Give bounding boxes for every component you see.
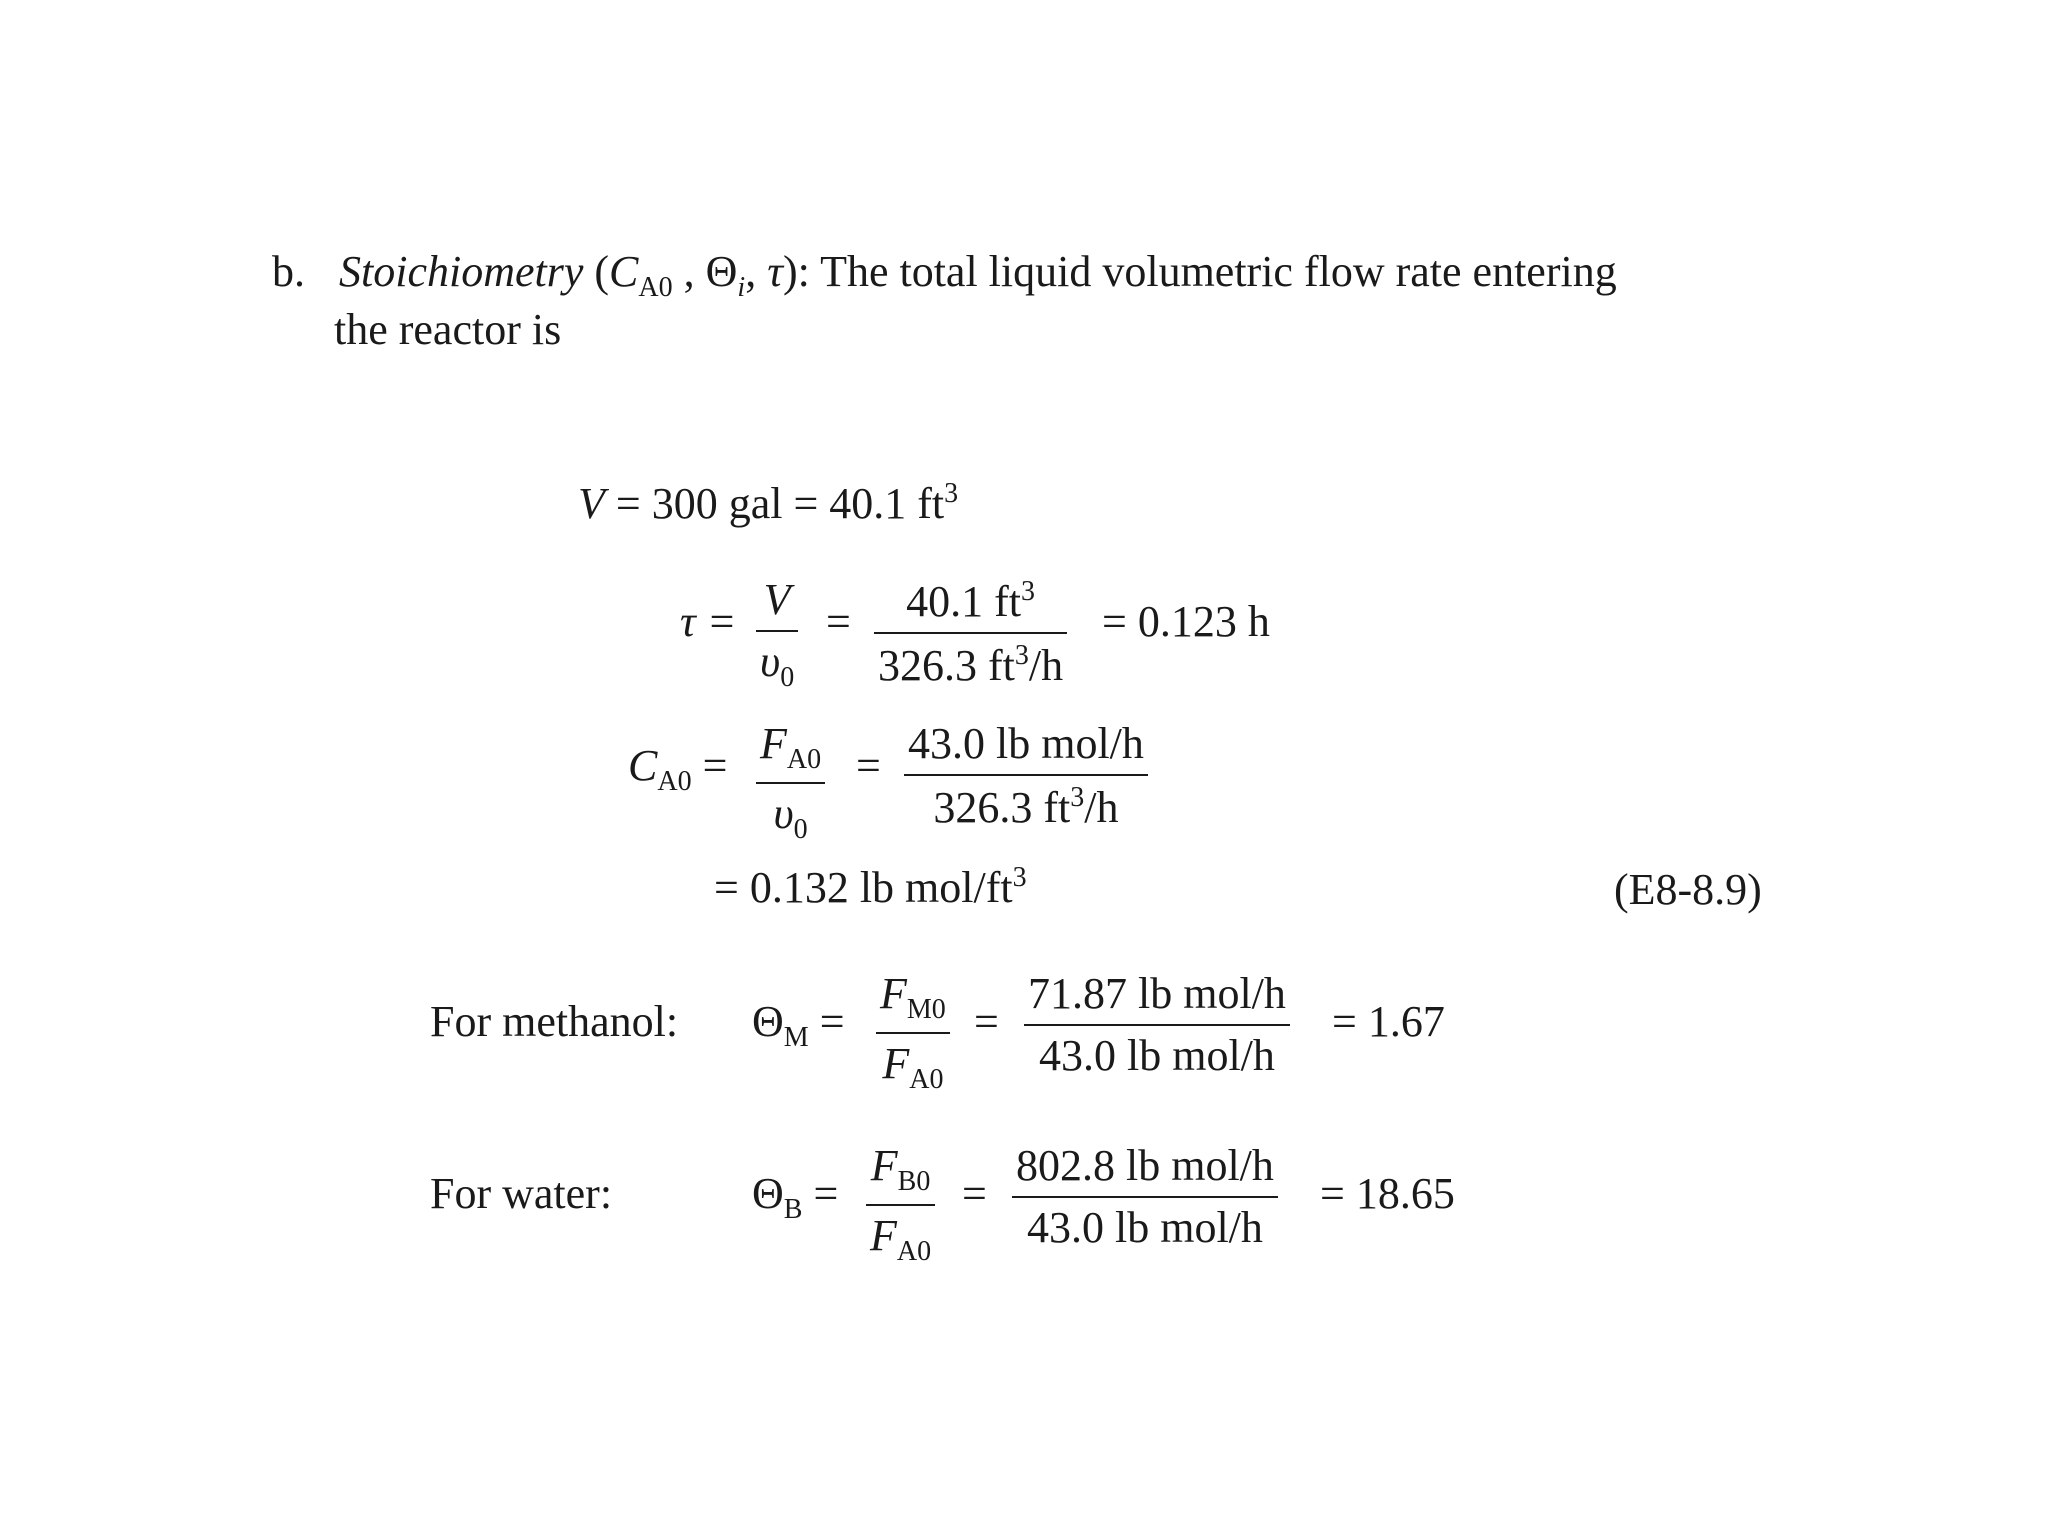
volume-exponent: 3 bbox=[944, 478, 959, 509]
ca0-lhs-eq: = bbox=[702, 741, 728, 790]
water-eq-sign: = bbox=[962, 1169, 987, 1218]
section-heading: Stoichiometry bbox=[339, 247, 584, 296]
water-lhs-eq: = bbox=[813, 1169, 839, 1218]
ca0-lhs-symbol: C bbox=[628, 741, 658, 790]
theta-symbol: Θ bbox=[705, 247, 738, 296]
ca0-result-value: = 0.132 lb mol/ft bbox=[714, 863, 1013, 912]
params-open: ( bbox=[594, 247, 610, 296]
tau-fraction-2 bbox=[874, 578, 1067, 688]
tau-lhs: τ = bbox=[680, 597, 737, 646]
water-fraction-1 bbox=[866, 1141, 935, 1267]
header-continuation: the reactor is bbox=[334, 305, 562, 354]
item-marker: b. bbox=[272, 247, 305, 296]
tau-frac1-den-symbol: υ bbox=[760, 637, 781, 686]
tau-frac2-denominator: 326.3 ft bbox=[878, 641, 1015, 690]
ca0-frac1-den-symbol: υ bbox=[773, 789, 794, 838]
tau-symbol: τ bbox=[767, 247, 783, 296]
methanol-frac1-den-subscript: A0 bbox=[909, 1064, 944, 1095]
ca0-result-exponent: 3 bbox=[1012, 862, 1027, 893]
ca0-frac2-den-unit: /h bbox=[1084, 783, 1119, 832]
methanol-frac1-num-symbol: F bbox=[880, 969, 907, 1018]
ca0-frac2-den-exponent: 3 bbox=[1070, 782, 1085, 813]
ca0-lhs bbox=[628, 741, 728, 797]
volume-equation bbox=[578, 480, 958, 526]
ca0-lhs-subscript: A0 bbox=[657, 766, 692, 797]
c-subscript: A0 bbox=[638, 272, 673, 303]
methanol-theta-subscript: M bbox=[783, 1022, 809, 1053]
ca0-eq-sign: = bbox=[856, 741, 881, 790]
methanol-theta: Θ bbox=[752, 997, 784, 1046]
water-frac1-den-symbol: F bbox=[870, 1211, 897, 1260]
ca0-result bbox=[714, 864, 1027, 910]
methanol-fraction-2 bbox=[1024, 969, 1290, 1080]
volume-symbol: V bbox=[578, 479, 605, 528]
methanol-frac1-den-symbol: F bbox=[882, 1039, 910, 1088]
tau-result: = 0.123 h bbox=[1102, 597, 1270, 646]
methanol-fraction-1 bbox=[876, 969, 950, 1095]
water-frac1-num-symbol: F bbox=[870, 1141, 898, 1190]
tau-fraction-1 bbox=[756, 575, 798, 693]
volume-values: = 300 gal = 40.1 ft bbox=[615, 479, 945, 528]
water-label: For water: bbox=[430, 1169, 613, 1218]
params-close: ): bbox=[782, 247, 810, 296]
methanol-lhs bbox=[752, 997, 845, 1053]
header-lead-text: The total liquid volumetric flow rate entering bbox=[820, 247, 1617, 296]
ca0-frac1-num-subscript: A0 bbox=[786, 744, 822, 775]
tau-frac2-den-exponent: 3 bbox=[1014, 640, 1029, 671]
methanol-eq-sign: = bbox=[974, 997, 999, 1046]
ca0-frac1-num-symbol: F bbox=[760, 719, 787, 768]
methanol-frac2-numerator: 71.87 lb mol/h bbox=[1028, 969, 1286, 1018]
ca0-fraction-2 bbox=[904, 719, 1148, 832]
methanol-frac2-denominator: 43.0 lb mol/h bbox=[1039, 1031, 1275, 1080]
water-fraction-2 bbox=[1012, 1141, 1278, 1252]
water-frac1-den-subscript: A0 bbox=[896, 1236, 932, 1267]
ca0-frac2-numerator: 43.0 lb mol/h bbox=[908, 719, 1144, 768]
comma-2: , bbox=[745, 247, 757, 296]
theta-subscript: i bbox=[737, 272, 746, 303]
ca0-frac2-denominator: 326.3 ft bbox=[933, 783, 1071, 832]
water-result: = 18.65 bbox=[1320, 1169, 1455, 1218]
ca0-fraction-1 bbox=[756, 719, 825, 845]
tau-frac2-numerator: 40.1 ft bbox=[906, 577, 1021, 626]
water-theta-subscript: B bbox=[783, 1194, 803, 1225]
water-frac2-numerator: 802.8 lb mol/h bbox=[1016, 1141, 1274, 1190]
equation-number: (E8-8.9) bbox=[1614, 865, 1762, 914]
ca0-frac1-den-subscript: 0 bbox=[793, 814, 808, 845]
tau-frac1-numerator: V bbox=[763, 575, 791, 624]
tau-frac2-den-unit: /h bbox=[1028, 641, 1064, 690]
tau-eq-sign: = bbox=[826, 597, 851, 646]
methanol-frac1-num-subscript: M0 bbox=[906, 994, 946, 1025]
water-frac2-denominator: 43.0 lb mol/h bbox=[1027, 1203, 1263, 1252]
methanol-label: For methanol: bbox=[430, 997, 679, 1046]
section-header bbox=[272, 247, 1617, 303]
comma-1: , bbox=[683, 247, 695, 296]
water-theta: Θ bbox=[752, 1169, 784, 1218]
methanol-lhs-eq: = bbox=[819, 997, 845, 1046]
c-symbol: C bbox=[609, 247, 639, 296]
tau-frac2-num-exponent: 3 bbox=[1021, 576, 1035, 607]
tau-frac1-den-subscript: 0 bbox=[780, 662, 795, 693]
methanol-result: = 1.67 bbox=[1332, 997, 1445, 1046]
water-frac1-num-subscript: B0 bbox=[897, 1166, 931, 1197]
water-lhs bbox=[752, 1169, 839, 1225]
